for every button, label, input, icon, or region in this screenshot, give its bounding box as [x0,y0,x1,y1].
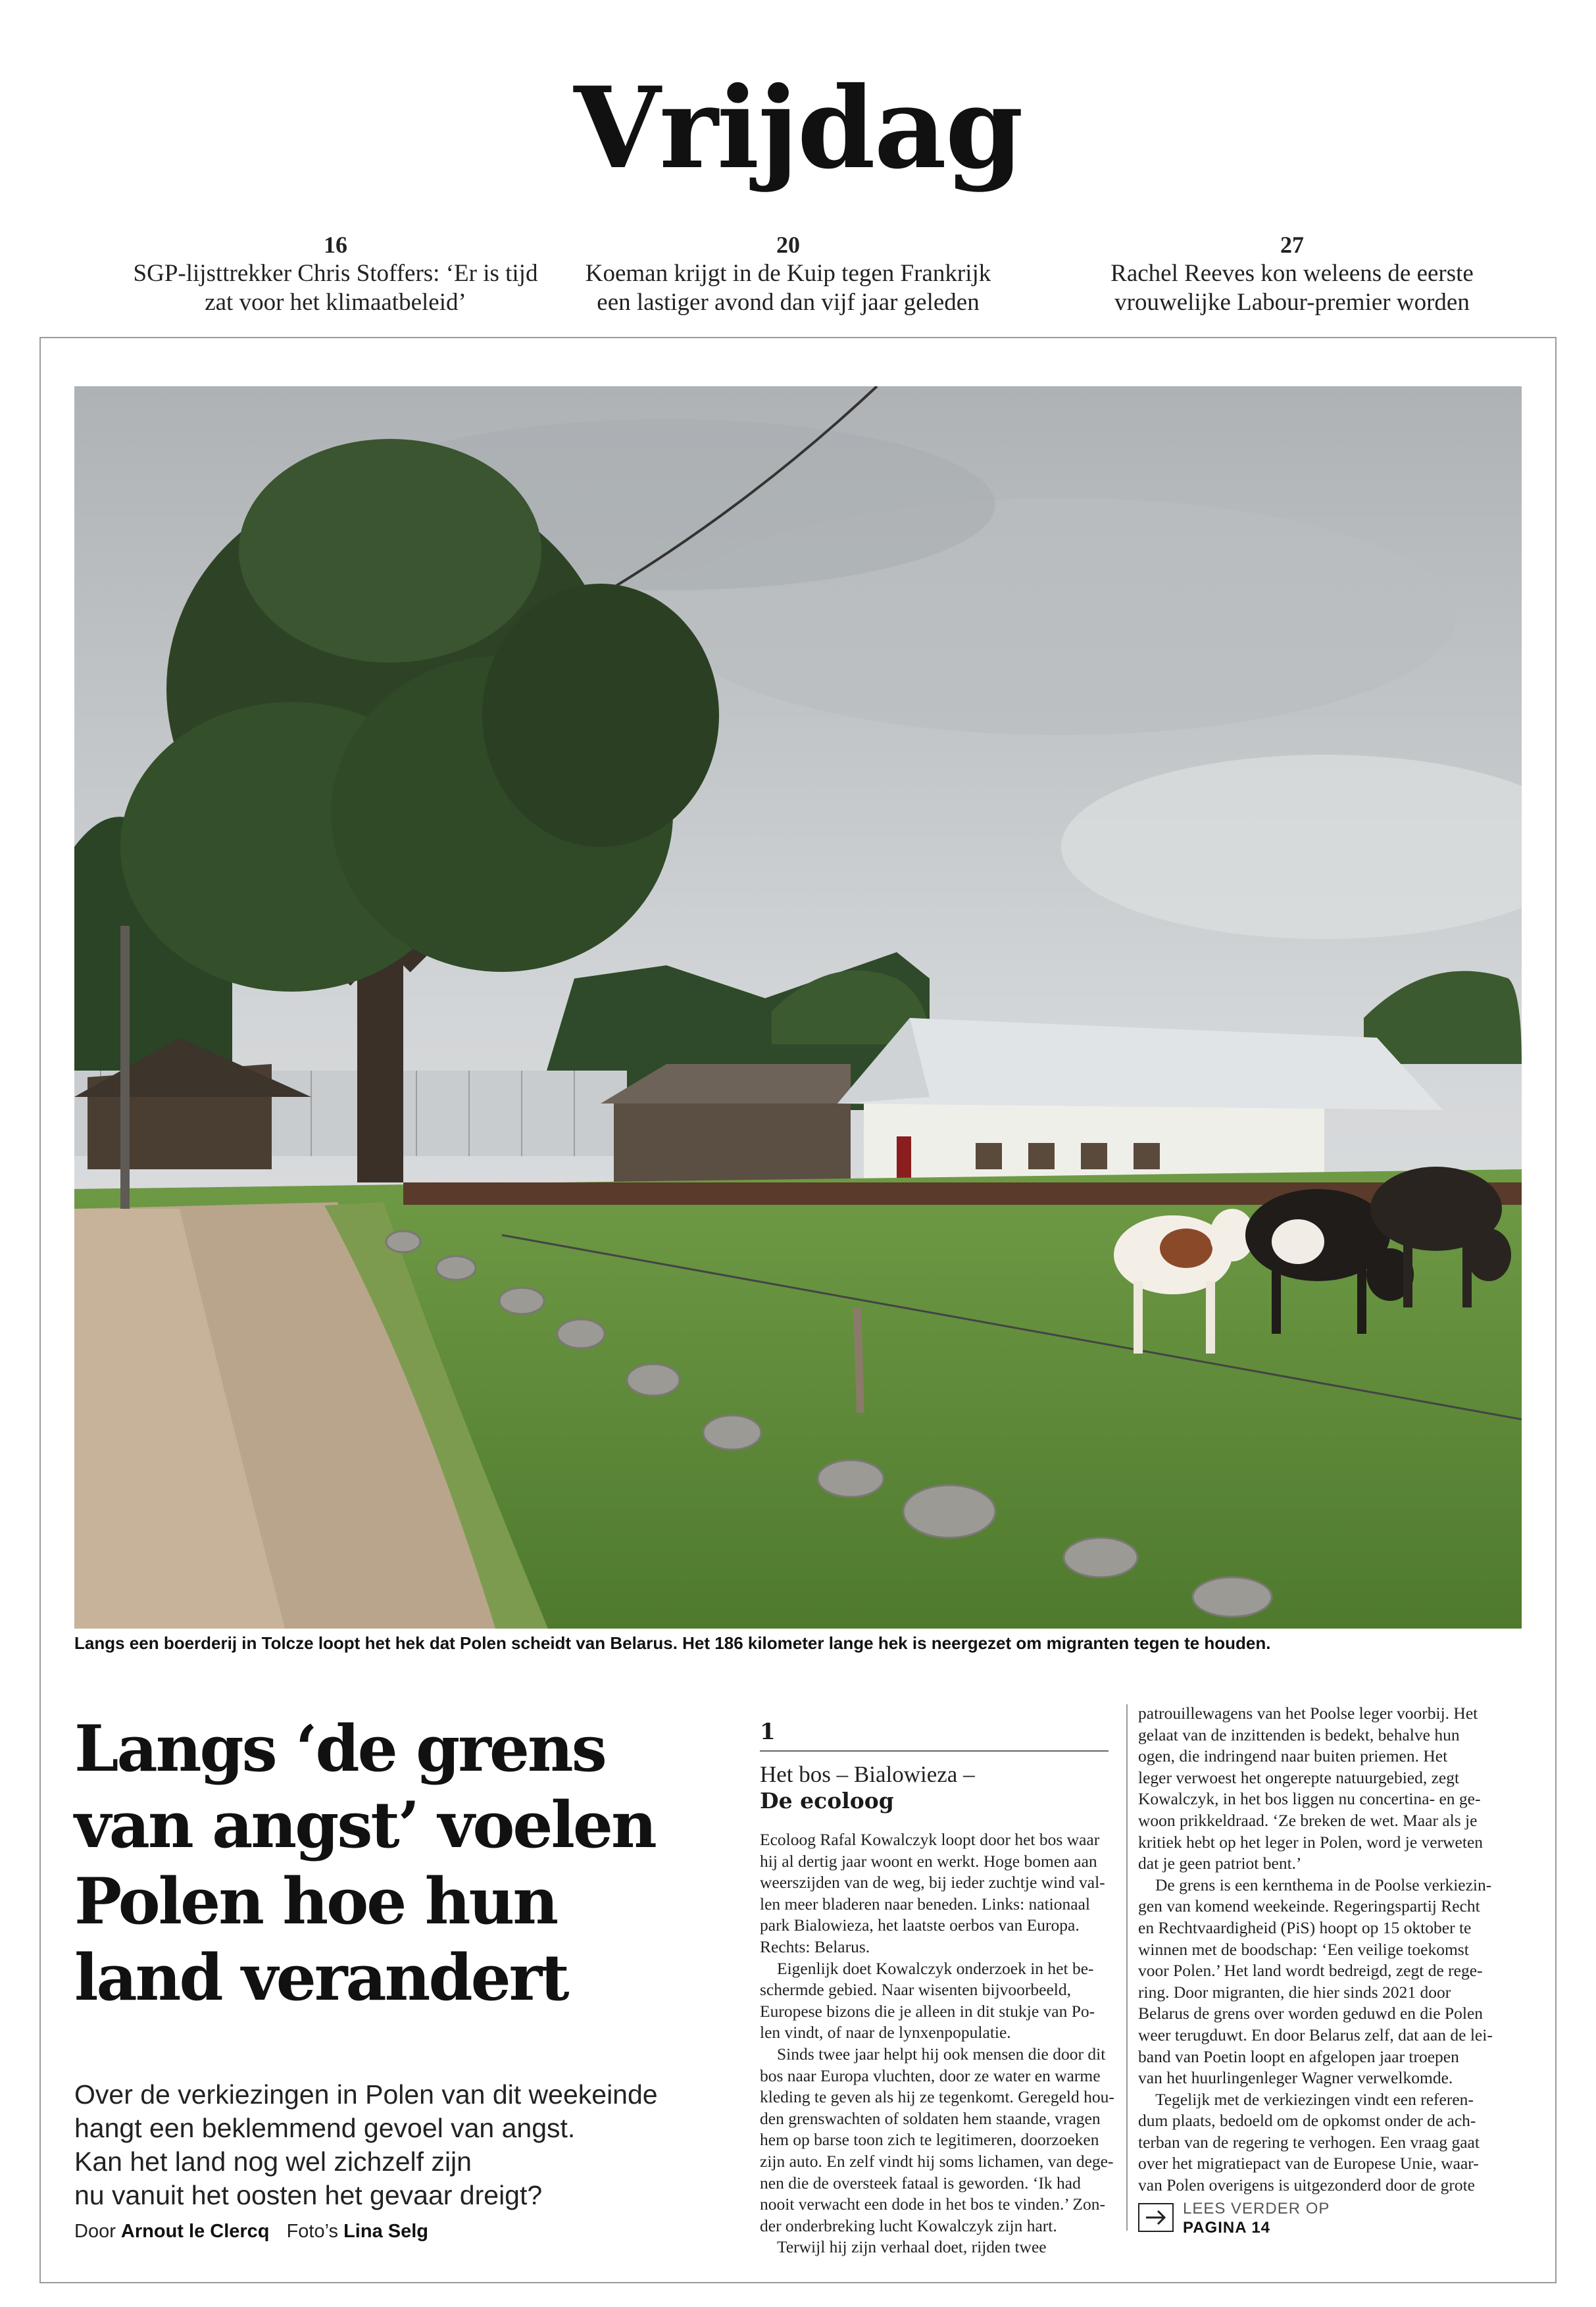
column-line: bos naar Europa vluchten, door ze water en warme [760,2066,1101,2085]
column-line: den grenswachten of soldaten hem staande, vragen [760,2108,1101,2128]
headline-line: land verandert [74,1940,568,2015]
read-more-label: LEES VERDER OP [1183,2200,1330,2218]
section-number: 1 [760,1719,776,1745]
column-line: zijn auto. En zelf vindt hij soms lichamen, van dege- [760,2151,1114,2171]
teaser-text-line2: vrouwelijke Labour-premier worden [1114,289,1470,316]
headline-line: van angst’ voelen [74,1788,655,1862]
masthead-title: Vrijdag [574,63,1022,194]
teaser-2[interactable] [558,232,1018,317]
column-line: hem op barse toon zich te legitimeren, doorzoeken [760,2130,1099,2150]
column-line: schermde gebied. Naar wisenten bijvoorbeeld, [760,1980,1071,2000]
column-line: dum plaats, bedoeld om de opkomst onder de ach- [1138,2111,1476,2131]
arrow-right-icon [1139,2204,1172,2231]
article-headline[interactable] [74,1711,732,2016]
column-line: ogen, die indringend naar buiten priemen. Het [1138,1746,1448,1766]
column-line: Ecoloog Rafal Kowalczyk loopt door het bos waar [760,1830,1100,1849]
column-line: Belarus de grens over worden geduwd en die Polen [1138,2004,1484,2023]
column-line: over het migratiepact van de Europese Unie, waar- [1138,2154,1479,2173]
column-line: Europese bizons die je alleen in dit stukje van Po- [760,2001,1095,2021]
column-line: len meer bladeren naar beneden. Links: nationaal [760,1894,1090,1914]
read-more-page[interactable]: PAGINA 14 [1183,2219,1271,2237]
section-subtitle: Het bos – Bialowieza – [760,1762,975,1787]
article-column-2 [1138,1703,1507,2196]
column-line: nen die de oversteek fataal is geworden. ‘Ik had [760,2173,1081,2193]
byline [74,2221,428,2243]
photo-caption: Langs een boerderij in Tolcze loopt het hek dat Polen scheidt van Belarus. Het 186 kilometer lange hek is neergezet om migranten tegen te houden. [74,1633,1271,1653]
column-line: park Bialowieza, het laatste oerbos van Europa. [760,1915,1080,1935]
column-line: len vindt, of naar de lynxenpopulatie. [760,2023,1011,2042]
column-line: hij al dertig jaar woont en werkt. Hoge bomen aan [760,1851,1097,1871]
byline-photographer[interactable]: Lina Selg [343,2221,429,2242]
column-line: Sinds twee jaar helpt hij ook mensen die door dit [777,2044,1106,2064]
teaser-page-number: 20 [776,232,800,258]
section-rule [760,1750,1109,1752]
teaser-1[interactable] [105,232,566,317]
teaser-text-line2: een lastiger avond dan vijf jaar geleden [597,289,980,316]
section-title: De ecoloog [760,1788,894,1813]
teaser-text-line1: Rachel Reeves kon weleens de eerste [1110,260,1474,287]
intro-line: nu vanuit het oosten het gevaar dreigt? [74,2180,543,2210]
column-line: band van Poetin loopt en afgelopen jaar troepen [1138,2046,1459,2066]
byline-photo-label: Foto’s [286,2221,339,2242]
column-line: patrouillewagens van het Poolse leger voorbij. Het [1138,1704,1478,1723]
teaser-text-line2: zat voor het klimaatbeleid’ [205,289,466,316]
column-line: van het huurlingenleger Wagner verwelkomde. [1138,2068,1453,2088]
column-line: woon prikkeldraad. ‘Ze breken de wet. Maar als je [1138,1810,1478,1830]
teaser-page-number: 27 [1280,232,1304,258]
column-line: kleding te geven als hij ze tegenkomt. Geregeld hou- [760,2087,1114,2107]
column-line: Kowalczyk, in het bos liggen nu concertina- en ge- [1138,1789,1481,1809]
intro-line: Over de verkiezingen in Polen van dit weekeinde [74,2079,658,2110]
article-column-1 [760,1829,1128,2258]
headline-line: Polen hoe hun [74,1864,557,1939]
intro-line: hangt een beklemmend gevoel van angst. [74,2113,576,2143]
column-line: der onderbreking lucht Kowalczyk zijn hart. [760,2216,1057,2235]
column-line: leger verwoest het ongerepte natuurgebied, zegt [1138,1767,1460,1787]
headline-line: Langs ‘de grens [74,1711,605,1786]
teaser-page-number: 16 [324,232,347,258]
article-intro [74,2078,732,2212]
column-line: weer terugduwt. En door Belarus zelf, dat aan de lei- [1138,2025,1493,2044]
read-more-button[interactable] [1138,2203,1174,2232]
column-line: gelaat van de inzittenden is bedekt, behalve hun [1138,1725,1460,1744]
column-line: Terwijl hij zijn verhaal doet, rijden twee [777,2237,1047,2257]
column-divider [1126,1704,1128,2231]
teaser-text-line1: SGP-lijsttrekker Chris Stoffers: ‘Er is tijd [133,260,538,287]
column-line: dat je geen patriot bent.’ [1138,1854,1302,1873]
teaser-text-line1: Koeman krijgt in de Kuip tegen Frankrijk [585,260,991,287]
article-photo[interactable] [74,386,1522,1629]
column-line: Tegelijk met de verkiezingen vindt een referen- [1155,2089,1474,2109]
column-line: en Rechtvaardigheid (PiS) hoopt op 15 oktober te [1138,1917,1472,1937]
byline-door-label: Door [74,2221,116,2242]
column-line: De grens is een kernthema in de Poolse verkiezin- [1155,1875,1492,1894]
column-line: winnen met de boodschap: ‘Een veilige toekomst [1138,1939,1469,1959]
column-line: ring. Door migranten, die hier sinds 2021 door [1138,1982,1451,2002]
column-line: voor Polen.’ Het land wordt bedreigd, zegt de rege- [1138,1961,1483,1981]
intro-line: Kan het land nog wel zichzelf zijn [74,2146,472,2177]
column-line: kritiek hebt op het leger in Polen, word je verweten [1138,1832,1484,1852]
teaser-3[interactable] [1062,232,1522,317]
column-line: gen van komend weekeinde. Regeringspartij Recht [1138,1896,1480,1916]
column-line: nooit verwacht een dode in het bos te vinden.’ Zon- [760,2194,1105,2214]
column-line: Eigenlijk doet Kowalczyk onderzoek in het be- [777,1958,1094,1978]
column-line: terban van de regering te verhogen. Een vraag gaat [1138,2132,1480,2152]
column-line: van Polen overigens is uitgezonderd door de grote [1138,2175,1475,2195]
column-line: weerszijden van de weg, bij ieder zuchtje wind val- [760,1873,1105,1892]
photo-farm-scene [74,386,1522,1629]
byline-author[interactable]: Arnout le Clercq [120,2221,270,2242]
column-line: Rechts: Belarus. [760,1937,870,1956]
